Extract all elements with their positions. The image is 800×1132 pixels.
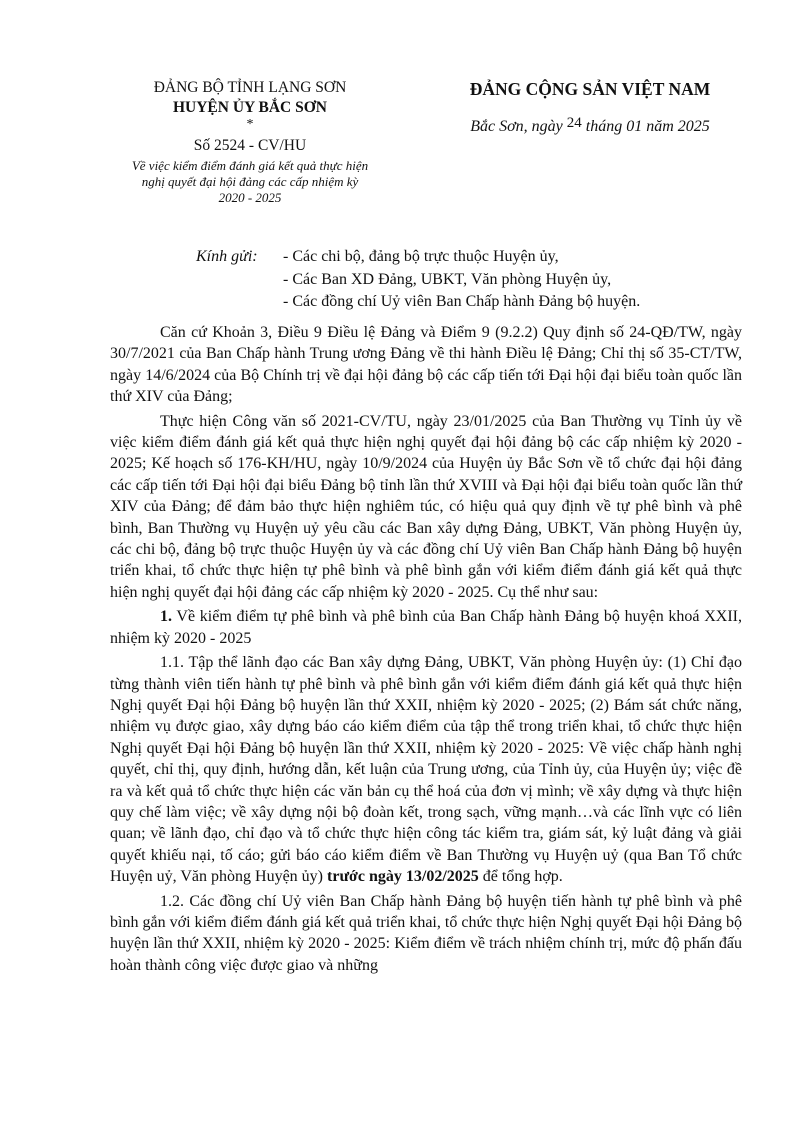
document-body — [110, 322, 742, 979]
doc-subject: Về việc kiểm điểm đánh giá kết quả thực hiện nghị quyết đại hội đảng các cấp nhiệm kỳ 2020 - 2025 — [131, 158, 369, 205]
recipients — [196, 246, 640, 314]
recipients-list — [283, 246, 640, 314]
paragraph-1-1-text: 1.1. Tập thể lãnh đạo các Ban xây dựng Đảng, UBKT, Văn phòng Huyện ủy: (1) Chỉ đạo từng thành viên tiến hành tự phê bình và phê bình gắn với kiểm điểm đánh giá kết quả thực hiện Nghị quyết Đại hội Đảng bộ huyện lần thứ XXII, nhiệm kỳ 2020 - 2025; (2) Bám sát chức năng, nhiệm vụ được giao, xây dựng báo cáo kiểm điểm của tập thể trong triển khai, tổ chức thực hiện Nghị quyết Đại hội Đảng bộ huyện lần thứ XXII, nhiệm kỳ 2020 - 2025: Về việc chấp hành nghị quyết, chỉ thị, quy định, hướng dẫn, kết luận của Trung ương, của Tỉnh ủy, của Huyện ủy; việc đề ra và kết quả tổ chức thực hiện các văn bản cụ thể hoá của đơn vị mình; về xây dựng và thực hiện quy chế làm việc; về xây dựng nội bộ đoàn kết, trong sạch, vững mạnh…và các lĩnh vực có liên quan; về lãnh đạo, chỉ đạo và tổ chức thực hiện công tác kiểm tra, giám sát, kỷ luật đảng và giải quyết khiếu nại, tố cáo; gửi báo cáo kiểm điểm về Ban Thường vụ Huyện uỷ (qua Ban Tổ chức Huyện uỷ, Văn phòng Huyện ủy) — [110, 654, 742, 886]
recipient-item: - Các Ban XD Đảng, UBKT, Văn phòng Huyện ủy, — [283, 270, 612, 288]
recipient-item: - Các đồng chí Uỷ viên Ban Chấp hành Đảng bộ huyện. — [283, 293, 641, 310]
paragraph-1-1 — [110, 652, 742, 887]
section-1-heading — [110, 606, 742, 649]
paragraph-legal-basis: Căn cứ Khoản 3, Điều 9 Điều lệ Đảng và Điểm 9 (9.2.2) Quy định số 24-QĐ/TW, ngày 30/7/2021 của Ban Chấp hành Trung ương Đảng về thi hành Điều lệ Đảng; Chỉ thị số 35-CT/TW, ngày 14/6/2024 của Bộ Chính trị về đại hội đảng bộ các cấp tiến tới Đại hội đại biểu toàn quốc lần thứ XIV của Đảng; — [110, 324, 742, 406]
deadline-text: trước ngày 13/02/2025 — [327, 868, 479, 886]
section-1-title: Về kiểm điểm tự phê bình và phê bình của Ban Chấp hành Đảng bộ huyện khoá XXII, nhiệm kỳ 2020 - 2025 — [110, 608, 742, 647]
recipient-item: - Các chi bộ, đảng bộ trực thuộc Huyện ủy, — [283, 248, 559, 265]
party-name: ĐẢNG CỘNG SẢN VIỆT NAM — [469, 79, 711, 99]
paragraph-1-1-end: để tổng hợp. — [478, 868, 563, 886]
star-mark: * — [246, 117, 254, 132]
date-suffix: tháng 01 năm 2025 — [585, 118, 710, 135]
recipients-label: Kính gửi: — [196, 248, 258, 265]
date-day: 24 — [566, 115, 582, 131]
paragraph-implementation: Thực hiện Công văn số 2021-CV/TU, ngày 23/01/2025 của Ban Thường vụ Tỉnh ủy về việc kiểm điểm đánh giá kết quả thực hiện nghị quyết đại hội đảng bộ các cấp nhiệm kỳ 2020 - 2025; Kế hoạch số 176-KH/HU, ngày 10/9/2024 của Huyện ủy Bắc Sơn về tổ chức đại hội đảng các cấp tiến tới Đại hội đại biểu Đảng bộ tỉnh lần thứ XVIII và Đại hội đại biểu toàn quốc lần thứ XIV của Đảng; để đảm bảo thực hiện nghiêm túc, có hiệu quả quy định về tự phê bình và phê bình, Ban Thường vụ Huyện uỷ yêu cầu các Ban xây dựng Đảng, UBKT, Văn phòng Huyện ủy, các chi bộ, đảng bộ trực thuộc Huyện ủy và các đồng chí Uỷ viên Ban Chấp hành Đảng bộ huyện triển khai, tổ chức thực hiện tự phê bình và phê bình gắn với kiểm điểm đánh giá kết quả thực hiện nghị quyết đại hội đảng các cấp nhiệm kỳ 2020 - 2025. Cụ thể như sau: — [110, 412, 742, 601]
header-right — [440, 78, 740, 136]
doc-number: Số 2524 - CV/HU — [193, 137, 307, 154]
section-1-number: 1. — [160, 608, 172, 626]
org-line-1: ĐẢNG BỘ TỈNH LẠNG SƠN — [153, 79, 347, 96]
doc-date — [440, 115, 740, 136]
header-left — [130, 78, 370, 206]
paragraph-1-2: 1.2. Các đồng chí Uỷ viên Ban Chấp hành Đảng bộ huyện tiến hành tự phê bình và phê bình gắn với kiểm điểm đánh giá kết quả triển khai, tổ chức thực hiện Nghị quyết Đại hội Đảng bộ huyện lần thứ XXII, nhiệm kỳ 2020 - 2025: Kiểm điểm về trách nhiệm chính trị, mức độ phấn đấu hoàn thành công việc được giao và những — [110, 892, 742, 974]
date-prefix: Bắc Sơn, ngày — [470, 118, 563, 135]
org-line-2: HUYỆN ỦY BẮC SƠN — [172, 99, 327, 116]
